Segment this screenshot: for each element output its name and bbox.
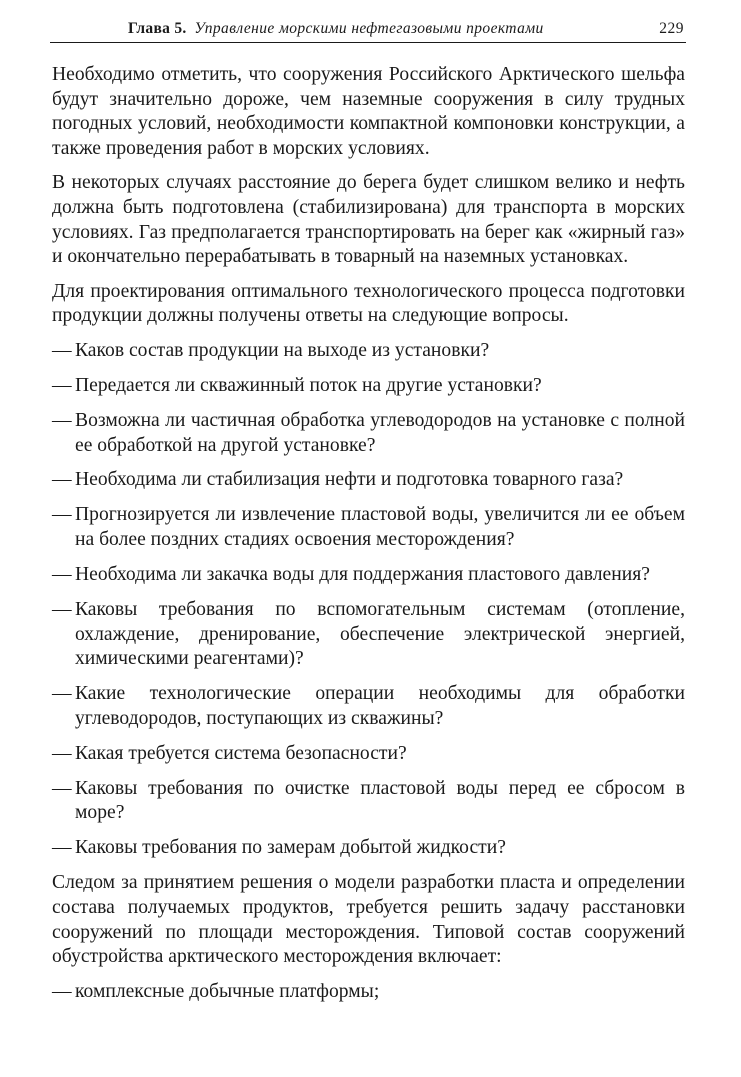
list-item <box>52 339 685 364</box>
page-number: 229 <box>659 20 684 37</box>
list-item-text: Возможна ли частичная обработка углеводородов на установке с полной ее обработкой на другой установке? <box>75 409 685 456</box>
chapter-title: Управление морскими нефтегазовыми проектами <box>194 20 544 37</box>
chapter-heading <box>128 18 544 40</box>
list-dash: — <box>52 742 72 764</box>
list-dash: — <box>52 504 72 526</box>
list-item-text: Каковы требования по замерам добытой жидкости? <box>75 837 506 859</box>
list-item-text: Какая требуется система безопасности? <box>75 742 407 764</box>
paragraph-facility-layout: Следом за принятием решения о модели разработки пласта и определении состава получаемых продуктов, требуется решить задачу расстановки сооружений по площади месторождения. Типовой состав сооружений обустройства арктического месторождения включает: <box>52 872 685 968</box>
list-item-text: Необходима ли стабилизация нефти и подготовка товарного газа? <box>75 469 624 491</box>
list-item <box>52 777 685 826</box>
list-dash: — <box>52 469 72 491</box>
running-header <box>50 18 686 43</box>
list-dash: — <box>52 599 72 621</box>
list-item <box>52 503 685 552</box>
chapter-label: Глава 5. <box>128 20 187 37</box>
facilities-list <box>52 980 685 1005</box>
list-item-text: Передается ли скважинный поток на другие установки? <box>75 374 542 396</box>
list-dash: — <box>52 339 72 361</box>
list-dash: — <box>52 374 72 396</box>
list-item <box>52 836 685 861</box>
list-item-text: комплексные добычные платформы; <box>75 980 380 1002</box>
list-dash: — <box>52 409 72 431</box>
list-item <box>52 682 685 731</box>
list-item <box>52 598 685 672</box>
list-item <box>52 409 685 458</box>
list-item <box>52 742 685 767</box>
list-item <box>52 980 685 1005</box>
list-dash: — <box>52 980 72 1002</box>
list-item-text: Необходима ли закачка воды для поддержания пластового давления? <box>75 564 650 586</box>
list-item-text: Какие технологические операции необходимы для обработки углеводородов, поступающих из скважины? <box>75 683 685 729</box>
list-item <box>52 468 685 493</box>
list-dash: — <box>52 564 72 586</box>
list-item-text: Каковы требования по вспомогательным системам (отопление, охлаждение, дренирование, обеспечение электрической энергией, химическими реагентами)? <box>75 599 685 670</box>
list-item-text: Каков состав продукции на выходе из установки? <box>75 339 490 361</box>
paragraph-oil-gas-transport: В некоторых случаях расстояние до берега будет слишком велико и нефть должна быть подготовлена (стабилизирована) для транспорта в морских условиях. Газ предполагается транспортировать на берег как «жирный газ» и окончательно перерабатывать в товарный на наземных установках. <box>52 172 685 268</box>
paragraph-arctic-costs: Необходимо отметить, что сооружения Российского Арктического шельфа будут значительно дороже, чем наземные сооружения в силу трудных погодных условий, необходимости компактной компоновки конструкции, а также проведения работ в морских условиях. <box>52 64 685 159</box>
questions-list <box>52 339 685 861</box>
list-item <box>52 374 685 399</box>
list-item-text: Прогнозируется ли извлечение пластовой воды, увеличится ли ее объем на более поздних стадиях освоения месторождения? <box>75 504 685 551</box>
list-dash: — <box>52 837 72 859</box>
list-item <box>52 563 685 588</box>
page-body <box>52 63 685 1015</box>
list-dash: — <box>52 683 72 705</box>
list-item-text: Каковы требования по очистке пластовой воды перед ее сбросом в море? <box>75 777 685 824</box>
list-dash: — <box>52 777 72 799</box>
paragraph-design-questions: Для проектирования оптимального технологического процесса подготовки продукции должны получены ответы на следующие вопросы. <box>52 280 685 327</box>
